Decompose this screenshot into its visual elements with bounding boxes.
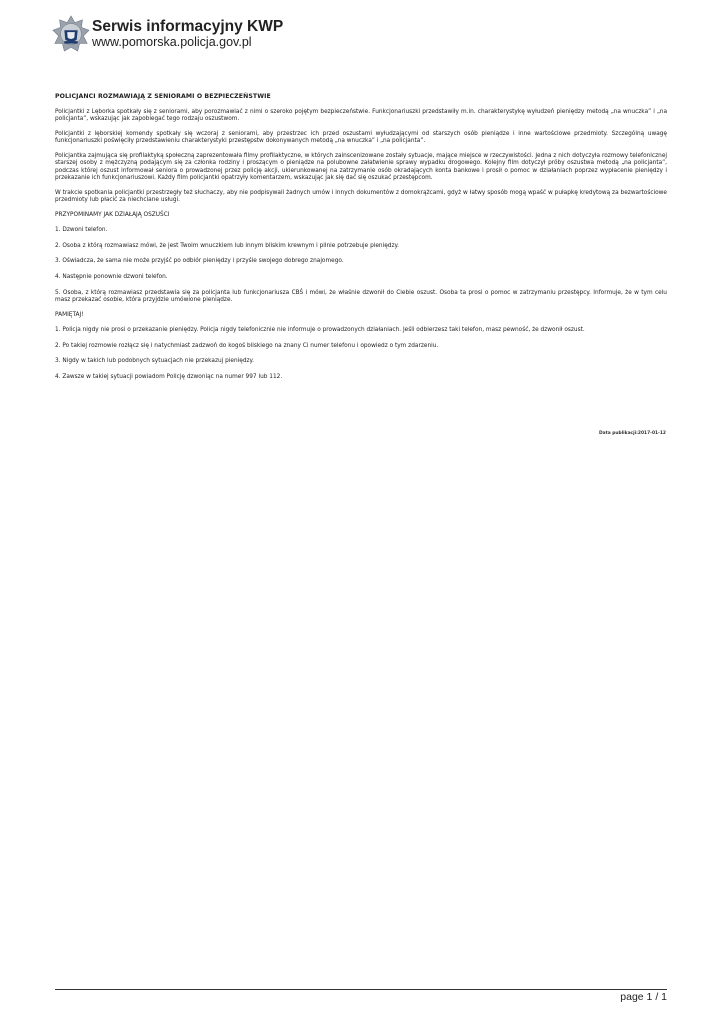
publication-date: Data publikacji:2017-01-12 <box>599 431 666 436</box>
paragraph-meeting: Policjantki z lęborskiej komendy spotkały się wczoraj z seniorami, aby przestrzec ich przed oszustami wyłudzającymi od starszych osób pieniądze i inne wartościowe przedmioty. Szczególną uwagę funkcjonariuszki poświęciły przedstawieniu charakterystyki przestępstw dokonywanych metodą „na wnuczka” i „na policjanta”. <box>55 131 667 145</box>
site-title: Serwis informacyjny KWP <box>92 17 284 35</box>
list-item: 1. Dzwoni telefon. <box>55 227 108 234</box>
site-header <box>52 14 283 54</box>
list-item: 1. Policja nigdy nie prosi o przekazanie pieniędzy. Policja nigdy telefonicznie nie informuje o prowadzonych działaniach. Jeśli odbierzesz taki telefon, masz pewność, że dzwonił oszust. <box>55 327 585 334</box>
list-item: 3. Oświadcza, że sama nie może przyjść po odbiór pieniędzy i przyśle swojego dobrego znajomego. <box>55 258 344 265</box>
article-title: POLICJANCI ROZMAWIAJĄ Z SENIORAMI O BEZPIECZEŃSTWIE <box>55 93 271 100</box>
list-item: 4. Następnie ponownie dzwoni telefon. <box>55 273 168 280</box>
police-star-logo-icon <box>52 15 90 53</box>
footer-divider <box>55 989 667 990</box>
paragraph-films: Policjantka zajmująca się profilaktyką społeczną zaprezentowała filmy profilaktyczne, w których zainscenizowane zostały sytuacje, mające miejsce w rzeczywistości. Jedna z nich dotyczyła rozmowy telefonicznej starszej osoby z mężczyzną podającym się za członka rodziny i proszącym o pieniądze na polubowne załatwienie sprawy wypadku drogowego. Kolejny film dotyczył próby oszustwa metodą „na policjanta”, podczas której oszust informował seniora o prowadzonej przez policję akcji, ukierunkowanej na zatrzymanie osób okradających konta bankowe i prosił o pomoc w działaniach poprzez wypłacenie pieniędzy i przekazanie ich funkcjonariuszowi. Każdy film policjantki opatrzyły komentarzem, wskazując jak się dać się oszukać przestępcom. <box>55 153 667 181</box>
article-body <box>55 93 667 390</box>
paragraph-intro: Policjantki z Lęborka spotkały się z seniorami, aby porozmawiać z nimi o szeroko pojętym bezpieczeństwie. Funkcjonariuszki przedstawiły m.in. charakterystykę wyłudzeń pieniędzy metodą „na wnuczka” i „na policjanta”, wskazując jak zapobiegać tego rodzaju oszustwom. <box>55 109 667 123</box>
section-heading-reminder: PRZYPOMINAMY JAK DZIAŁAJĄ OSZUŚCI <box>55 211 170 218</box>
list-item: 3. Nigdy w takich lub podobnych sytuacjach nie przekazuj pieniędzy. <box>55 358 255 365</box>
list-item: 2. Po takiej rozmowie rozłącz się i natychmiast zadzwoń do kogoś bliskiego na znany Ci numer telefonu i opowiedz o tym zdarzeniu. <box>55 342 439 349</box>
section-heading-remember: PAMIĘTAJ! <box>55 311 84 318</box>
list-item: 2. Osoba z którą rozmawiasz mówi, że jest Twoim wnuczkiem lub innym bliskim krewnym i pilnie potrzebuje pieniędzy. <box>55 242 399 249</box>
site-url[interactable]: www.pomorska.policja.gov.pl <box>92 35 252 50</box>
page-number: page 1 / 1 <box>620 991 667 1003</box>
list-item: 4. Zawsze w takiej sytuacji powiadom Policję dzwoniąc na numer 997 lub 112. <box>55 373 283 380</box>
list-item: 5. Osoba, z którą rozmawiasz przedstawia się za policjanta lub funkcjonariusza CBŚ i mówi, że właśnie dzwonił do Ciebie oszust. Osoba ta prosi o pomoc w zatrzymaniu przestępcy. Informuje, że w tym celu masz przekazać osobie, która przyjdzie umówione pieniądze. <box>55 289 667 303</box>
paragraph-warning: W trakcie spotkania policjantki przestrzegły też słuchaczy, aby nie podpisywali żadnych umów i innych dokumentów z domokrążcami, gdyż w łatwy sposób mogą wpaść w pułapkę kredytową za bezwartościowe przedmioty lub płacić za niechciane usługi. <box>55 189 667 203</box>
